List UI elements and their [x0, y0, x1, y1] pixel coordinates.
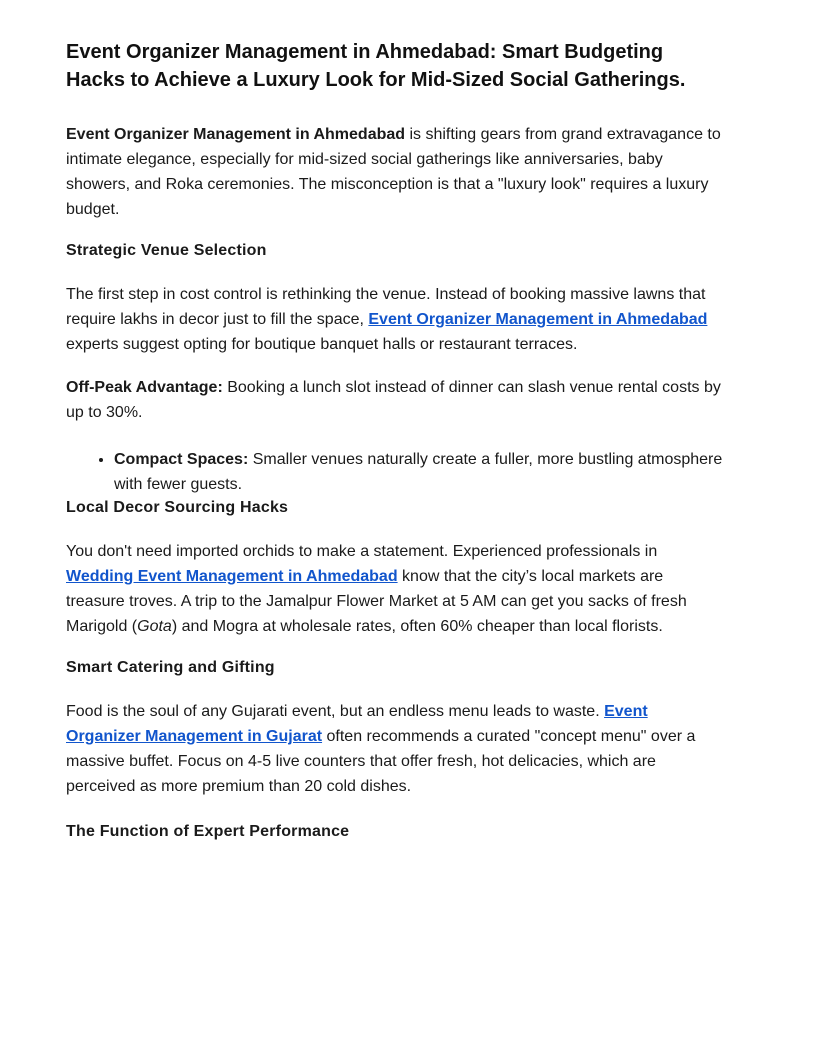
intro-paragraph: [66, 122, 726, 222]
catering-heading: Smart Catering and Gifting: [66, 659, 275, 676]
decor-link[interactable]: Wedding Event Management in Ahmedabad: [66, 568, 398, 585]
venue-text-before: The first step in cost control is rethinking the venue. Instead of booking massive lawns that require lakhs in decor just to fill the space,: [66, 286, 706, 328]
decor-text-middle: know that the city’s local markets are treasure troves. A trip to the Jamalpur Flower Market at 5 AM can get you sacks of fresh Marigold (: [66, 568, 687, 635]
venue-paragraph: [66, 282, 726, 357]
decor-italic: Gota: [137, 618, 172, 635]
intro-bold: Event Organizer Management in Ahmedabad: [66, 126, 406, 143]
decor-heading: Local Decor Sourcing Hacks: [66, 499, 289, 516]
venue-heading: Strategic Venue Selection: [66, 242, 267, 259]
offpeak-paragraph: [66, 375, 726, 425]
bullet-label: Compact Spaces:: [114, 451, 249, 468]
page-title: Event Organizer Management in Ahmedabad: Smart Budgeting Hacks to Achieve a Luxury Look for Mid-Sized Social Gatherings.: [66, 41, 686, 91]
bullet-text: Smaller venues naturally create a fuller, more bustling atmosphere with fewer guests.: [114, 451, 723, 493]
decor-paragraph: [66, 539, 726, 639]
catering-text-before: Food is the soul of any Gujarati event, but an endless menu leads to waste.: [66, 703, 605, 720]
list-item: [114, 447, 726, 497]
decor-text-after: ) and Mogra at wholesale rates, often 60% cheaper than local florists.: [171, 618, 663, 635]
document-page: [66, 38, 726, 863]
catering-link[interactable]: Event Organizer Management in Gujarat: [66, 703, 648, 745]
decor-text-before: You don't need imported orchids to make a statement. Experienced professionals in: [66, 543, 658, 560]
intro-text: is shifting gears from grand extravagance to intimate elegance, especially for mid-sized social gatherings like anniversaries, baby showers, and Roka ceremonies. The misconception is that a "luxury look" requires a luxury budget.: [66, 126, 721, 218]
venue-bullet-list: [66, 447, 726, 497]
performance-heading: The Function of Expert Performance: [66, 823, 350, 840]
catering-text-after: often recommends a curated "concept menu" over a massive buffet. Focus on 4-5 live counters that offer fresh, hot delicacies, which are perceived as more premium than 20 cold dishes.: [66, 728, 696, 795]
venue-text-after: experts suggest opting for boutique banquet halls or restaurant terraces.: [66, 336, 578, 353]
offpeak-label: Off-Peak Advantage:: [66, 379, 223, 396]
catering-paragraph: [66, 699, 726, 799]
offpeak-text: Booking a lunch slot instead of dinner can slash venue rental costs by up to 30%.: [66, 379, 721, 421]
venue-link[interactable]: Event Organizer Management in Ahmedabad: [368, 311, 708, 328]
